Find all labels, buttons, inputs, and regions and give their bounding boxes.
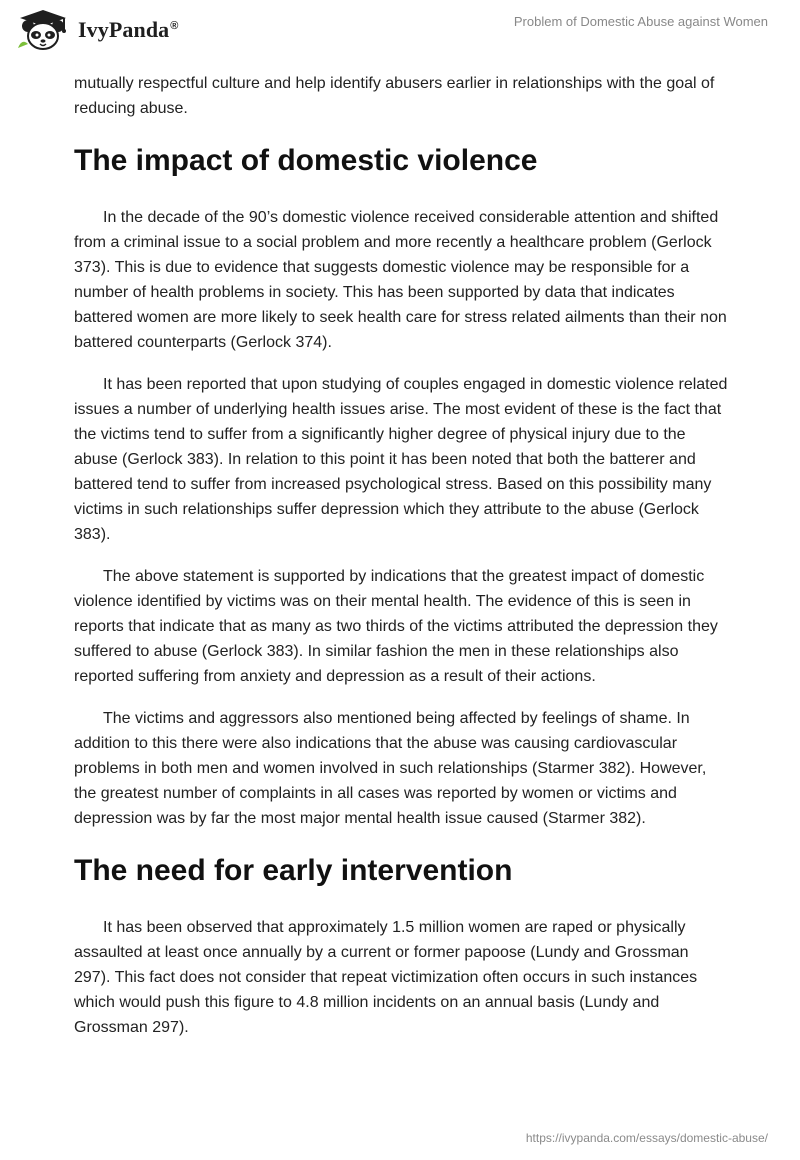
logo-wordmark: IvyPanda® xyxy=(78,17,179,42)
ivypanda-logo[interactable] xyxy=(14,8,179,52)
paragraph: The above statement is supported by indications that the greatest impact of domestic violence identified by victims was on their mental health. The evidence of this is seen in reports that indicate that as many as two thirds of the victims attributed the depression they suffered to abuse (Gerlock 383). In similar fashion the men in these relationships also reported suffering from anxiety and depression as a result of their actions. xyxy=(74,568,718,685)
essay-body xyxy=(74,71,728,1057)
section-heading-impact: The impact of domestic violence xyxy=(74,144,538,177)
paragraph: It has been observed that approximately 1.5 million women are raped or physically assaulted at least once annually by a current or former papoose (Lundy and Grossman 297). This fact does not consider that repeat victimization often occurs in such instances which would push this figure to 4.8 million incidents on an annual basis (Lundy and Grossman 297). xyxy=(74,919,698,1036)
intro-paragraph: mutually respectful culture and help identify abusers earlier in relationships with the goal of reducing abuse. xyxy=(74,75,715,117)
source-url-link[interactable]: https://ivypanda.com/essays/domestic-abuse/ xyxy=(525,1131,768,1145)
page-header xyxy=(0,0,800,70)
panda-graduate-icon xyxy=(14,8,72,52)
document-title: Problem of Domestic Abuse against Women xyxy=(513,14,768,29)
paragraph: It has been reported that upon studying of couples engaged in domestic violence related issues a number of underlying health issues arise. The most evident of these is the fact that the victims tend to suffer from a significantly higher degree of physical injury due to the abuse (Gerlock 383). In relation to this point it has been noted that both the batterer and battered tend to suffer from increased psychological stress. Based on this possibility many victims in such relationships suffer depression which they attribute to the abuse (Gerlock 383). xyxy=(74,376,728,543)
paragraph: In the decade of the 90’s domestic violence received considerable attention and shifted from a criminal issue to a social problem and more recently a healthcare problem (Gerlock 373). This is due to evidence that suggests domestic violence may be responsible for a number of health problems in society. This has been supported by data that indicates battered women are more likely to seek health care for stress related ailments than their non battered counterparts (Gerlock 374). xyxy=(74,209,727,351)
paragraph: The victims and aggressors also mentioned being affected by feelings of shame. In addition to this there were also indications that the abuse was causing cardiovascular problems in both men and women involved in such relationships (Starmer 382). However, the greatest number of complaints in all cases was reported by women or victims and depression was by far the most major mental health issue caused (Starmer 382). xyxy=(74,710,707,827)
section-heading-early-intervention: The need for early intervention xyxy=(74,854,513,887)
